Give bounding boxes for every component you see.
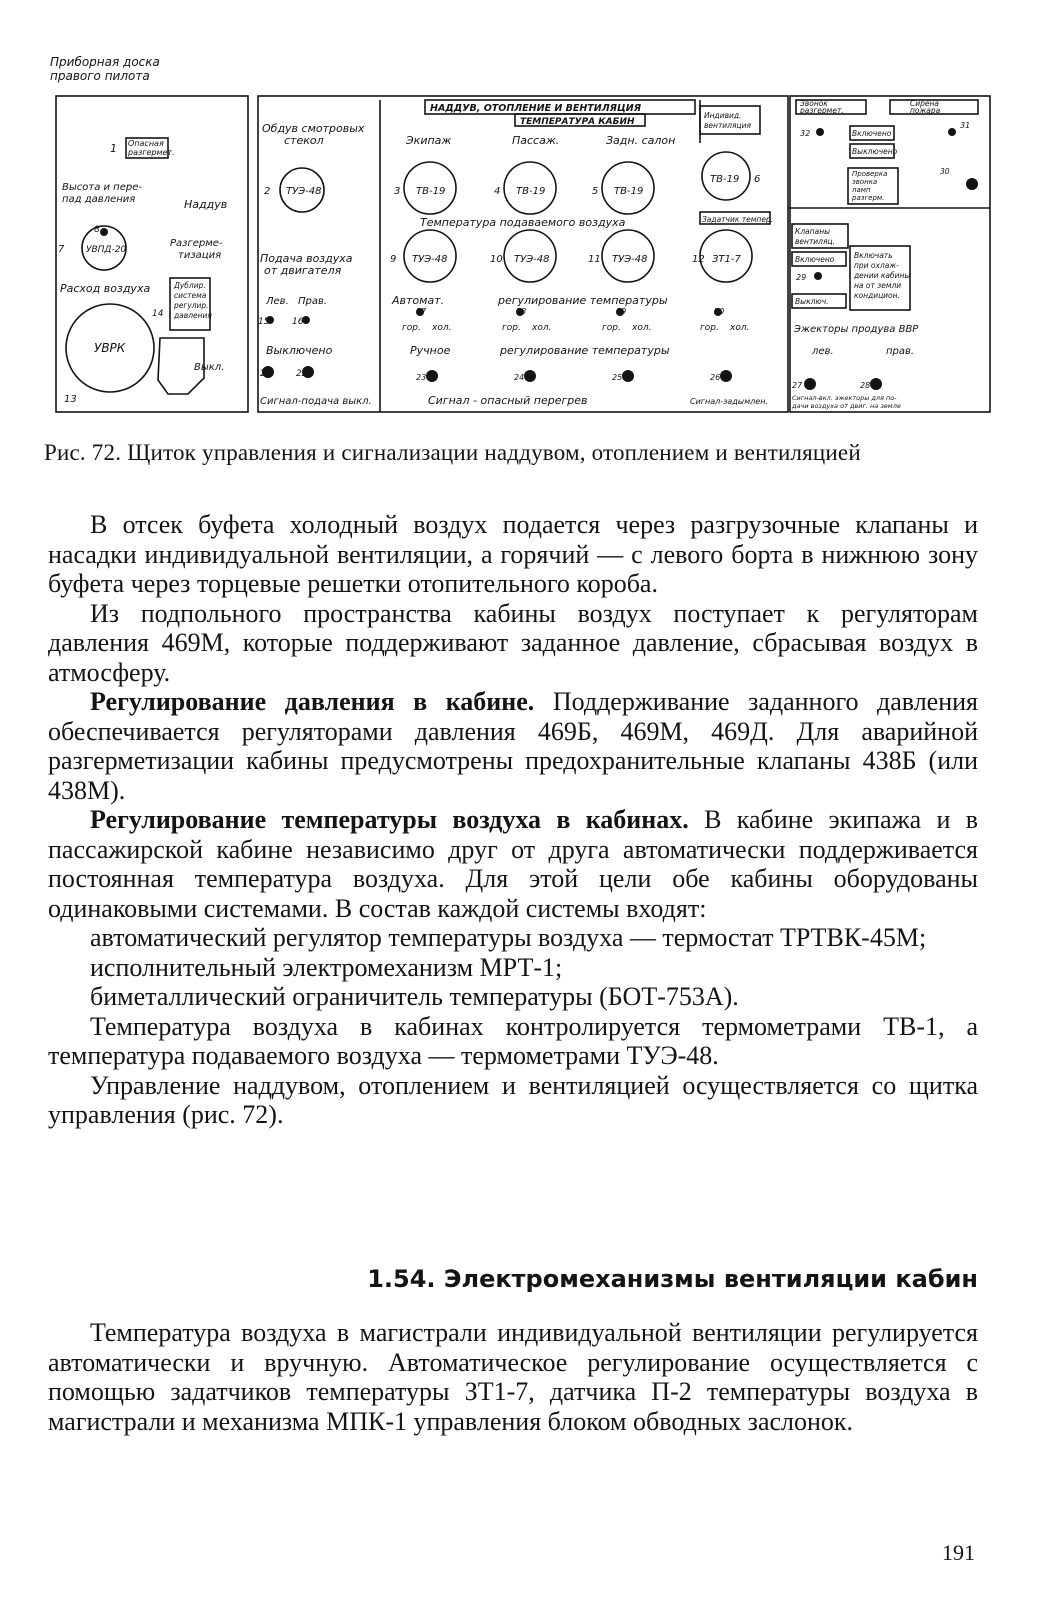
figure-label: регулирование температуры xyxy=(498,294,668,307)
figure-label: регулирование температуры xyxy=(500,344,670,357)
figure-label: Расход воздуха xyxy=(60,282,151,295)
figure-label: 5 xyxy=(592,186,599,197)
figure-label: дении кабины xyxy=(854,271,911,280)
figure-label: хол. xyxy=(432,323,452,333)
figure-label: Прав. xyxy=(298,296,328,307)
figure-label: прав. xyxy=(886,346,915,357)
figure-label: 3 xyxy=(394,186,401,197)
figure-label: Сирена xyxy=(910,99,939,108)
figure-label: Задн. салон xyxy=(606,134,676,147)
figure-label: дачи воздуха от двиг. на земле xyxy=(792,402,901,410)
figure-label: гор. xyxy=(602,323,621,333)
figure-label: 1 xyxy=(110,142,117,155)
body-text xyxy=(48,510,978,1130)
list-item: исполнительный электромеханизм МРТ-1; xyxy=(90,952,563,982)
figure-label: 24 xyxy=(514,373,525,382)
figure-label: стекол xyxy=(284,134,324,147)
figure-label: ТЕМПЕРАТУРА КАБИН xyxy=(520,117,635,127)
figure-label: 15 xyxy=(258,317,270,327)
figure-label: Автомат. xyxy=(392,294,445,307)
figure-label: Звонок xyxy=(800,99,828,108)
section-heading: 1.54. Электромеханизмы вентиляции кабин xyxy=(367,1265,978,1293)
figure-label: при охлаж- xyxy=(854,261,899,270)
left-title-2: правого пилота xyxy=(50,69,150,83)
figure-label: кондицион. xyxy=(854,291,900,300)
figure-label: хол. xyxy=(632,323,652,333)
figure-label: Выкл. xyxy=(194,362,225,373)
lamp-23-icon xyxy=(426,370,438,382)
figure-label: 16 xyxy=(292,317,304,327)
lamp-30-icon xyxy=(966,178,978,190)
figure-label: ТУЭ-48 xyxy=(514,254,550,265)
paragraph: Из подпольного пространства кабины воздух поступает к регуляторам давления 469М, которые поддерживают заданное давление, сбрасывая воздух в атмосферу. xyxy=(48,598,978,687)
figure-label: вентиляция xyxy=(704,121,751,130)
figure-label: Клапаны xyxy=(795,227,831,236)
figure-label: 7 xyxy=(58,244,65,255)
figure-label: ТВ-19 xyxy=(614,186,644,197)
paragraph: Регулирование температуры воздуха в кабинах. В кабине экипажа и в пассажирской кабине независимо друг от друга автоматически поддерживается постоянная температура воздуха. Для этой цели обе кабины оборудованы одинаковыми системами. В состав каждой системы входят: xyxy=(48,805,979,923)
figure-label: 26 xyxy=(710,373,721,382)
figure-label: 30 xyxy=(940,167,950,176)
paragraph: Температура воздуха в кабинах контролируется термометрами ТВ-1, а температура подаваемого воздуха — термометрами ТУЭ-48. xyxy=(48,1011,978,1070)
left-title-1: Приборная доска xyxy=(50,55,160,69)
figure-caption: Рис. 72. Щиток управления и сигнализации наддувом, отоплением и вентиляцией xyxy=(44,440,861,465)
figure-label: ТУЭ-48 xyxy=(412,254,448,265)
figure-label: Сигнал - опасный перегрев xyxy=(428,394,588,407)
figure-label: разгерм. xyxy=(852,194,885,202)
switch-32-icon xyxy=(816,128,824,136)
figure-label: Разгерме- xyxy=(170,238,223,249)
figure-label: 27 xyxy=(792,381,803,390)
switch-31-icon xyxy=(948,128,956,136)
paragraph: В отсек буфета холодный воздух подается через разгрузочные клапаны и насадки индивидуальной вентиляции, а горячий — с левого борта в нижнюю зону буфета через торцевые решетки отопительного короба. xyxy=(48,510,978,598)
figure-label: 32 xyxy=(800,129,811,138)
paragraph: Температура воздуха в магистрали индивидуальной вентиляции регулируется автоматически и вручную. Автоматическое регулирование осуществляется с помощью задатчиков температуры ЗТ1-7, датчика П-2 температуры воздуха в магистрали и механизма МПК-1 управления блоком обводных заслонок. xyxy=(48,1318,978,1436)
figure-label: лев. xyxy=(812,346,834,357)
figure-label: ТВ-19 xyxy=(516,186,546,197)
figure-label: Опасная xyxy=(128,139,164,148)
section-body xyxy=(48,1318,978,1436)
figure-label: 19 xyxy=(616,307,627,316)
figure-label: 13 xyxy=(64,394,77,405)
switch-8-icon xyxy=(100,228,108,236)
figure-label: Сигнал-вкл. эжекторы для по- xyxy=(792,394,897,402)
figure-label: хол. xyxy=(532,323,552,333)
figure-label: ламп xyxy=(852,186,871,194)
figure-label: Лев. xyxy=(266,296,289,307)
figure-label: тизация xyxy=(178,250,222,261)
figure-label: 18 xyxy=(516,307,527,316)
figure-label: вентиляц. xyxy=(795,237,835,246)
figure-label: Высота и пере- xyxy=(62,182,142,193)
figure-label: 8 xyxy=(94,225,100,235)
figure-label: Проверка xyxy=(852,170,888,178)
paragraph: Регулирование давления в кабине. Поддерживание заданного давления обеспечивается регуляторами давления 469Б, 469М, 469Д. Для аварийной разгерметизации кабины предусмотрены предохранительные клапаны 438Б (или 438М). xyxy=(48,687,978,805)
figure-label: Выключено xyxy=(852,147,898,156)
figure-label: система xyxy=(174,291,207,300)
figure-label: 28 xyxy=(860,381,871,390)
figure-label: ТВ-19 xyxy=(416,186,446,197)
figure-label: Включено xyxy=(852,129,892,138)
figure-label: 9 xyxy=(390,254,397,265)
figure-label: 17 xyxy=(416,307,427,316)
figure-label: НАДДУВ, ОТОПЛЕНИЕ И ВЕНТИЛЯЦИЯ xyxy=(430,103,642,114)
figure-label: регулир. xyxy=(174,301,209,310)
figure-label: ТВ-19 xyxy=(710,174,740,185)
figure-label: пожара xyxy=(910,106,941,115)
figure-label: 12 xyxy=(692,254,705,265)
figure-label: давления xyxy=(174,311,212,320)
figure-label: 29 xyxy=(796,273,807,282)
figure-label: 20 xyxy=(714,307,725,316)
figure-label: Включено xyxy=(795,255,835,264)
figure-label: Обдув смотровых xyxy=(262,122,365,135)
figure-label: ТУЭ-48 xyxy=(286,186,322,197)
figure-label: 11 xyxy=(588,254,601,265)
figure-label: 14 xyxy=(152,309,164,319)
switch-29-icon xyxy=(814,272,822,280)
figure-label: 31 xyxy=(960,121,971,130)
figure-label: гор. xyxy=(700,323,719,333)
figure-label: на от земли xyxy=(854,281,902,290)
figure-label: УВРК xyxy=(94,341,126,355)
figure-label: Включать xyxy=(854,251,893,260)
figure-label: УВПД-20 xyxy=(86,245,127,255)
figure-label: Индивид. xyxy=(704,111,742,120)
figure-label: 4 xyxy=(494,186,501,197)
figure-label: 25 xyxy=(612,373,623,382)
figure-label: звонка xyxy=(852,178,878,186)
figure-label: Задатчик темпер. xyxy=(702,215,774,224)
figure-label: Температура подаваемого воздуха xyxy=(420,216,626,229)
lamp-27-icon xyxy=(804,378,816,390)
figure-label: Выключ. xyxy=(795,297,829,306)
figure-label: Наддув xyxy=(184,198,228,211)
figure-label: Подача воздуха xyxy=(260,252,353,265)
figure-label: 21 xyxy=(260,369,272,379)
figure-label: разгермет. xyxy=(800,106,844,115)
figure-label: Эжекторы продува ВВР xyxy=(794,324,919,335)
lamp-26-icon xyxy=(720,370,732,382)
figure-label: хол. xyxy=(730,323,750,333)
page-number: 191 xyxy=(942,1540,975,1565)
figure-label: Выключено xyxy=(266,344,333,357)
figure-label: Сигнал-задымлен. xyxy=(690,397,768,406)
lamp-25-icon xyxy=(622,370,634,382)
figure-label: разгермет. xyxy=(128,148,175,157)
figure-label: от двигателя xyxy=(264,264,342,277)
figure-label: 10 xyxy=(490,254,503,265)
lamp-28-icon xyxy=(870,378,882,390)
control-panel-figure xyxy=(40,48,1010,430)
paragraph: Управление наддувом, отоплением и вентиляцией осуществляется со щитка управления (рис. 72). xyxy=(48,1070,978,1129)
figure-label: Пассаж. xyxy=(512,134,560,147)
figure-label: 22 xyxy=(296,369,308,379)
figure-label: 23 xyxy=(416,373,427,382)
figure-label: Ручное xyxy=(410,344,451,357)
list-item: биметаллический ограничитель температуры (БОТ-753А). xyxy=(90,982,739,1011)
figure-label: пад давления xyxy=(62,194,136,205)
figure-label: Экипаж xyxy=(406,134,452,147)
figure-label: Дублир. xyxy=(174,281,206,290)
figure-label: 2 xyxy=(264,186,271,197)
figure-label: Сигнал-подача выкл. xyxy=(260,396,372,407)
figure-label: 6 xyxy=(754,174,761,185)
list-item: автоматический регулятор температуры воздуха — термостат ТРТВК-45М; xyxy=(90,923,927,952)
figure-label: гор. xyxy=(402,323,421,333)
lamp-24-icon xyxy=(524,370,536,382)
figure-label: ТУЭ-48 xyxy=(612,254,648,265)
figure-label: гор. xyxy=(502,323,521,333)
figure-label: ЗТ1-7 xyxy=(712,254,741,265)
